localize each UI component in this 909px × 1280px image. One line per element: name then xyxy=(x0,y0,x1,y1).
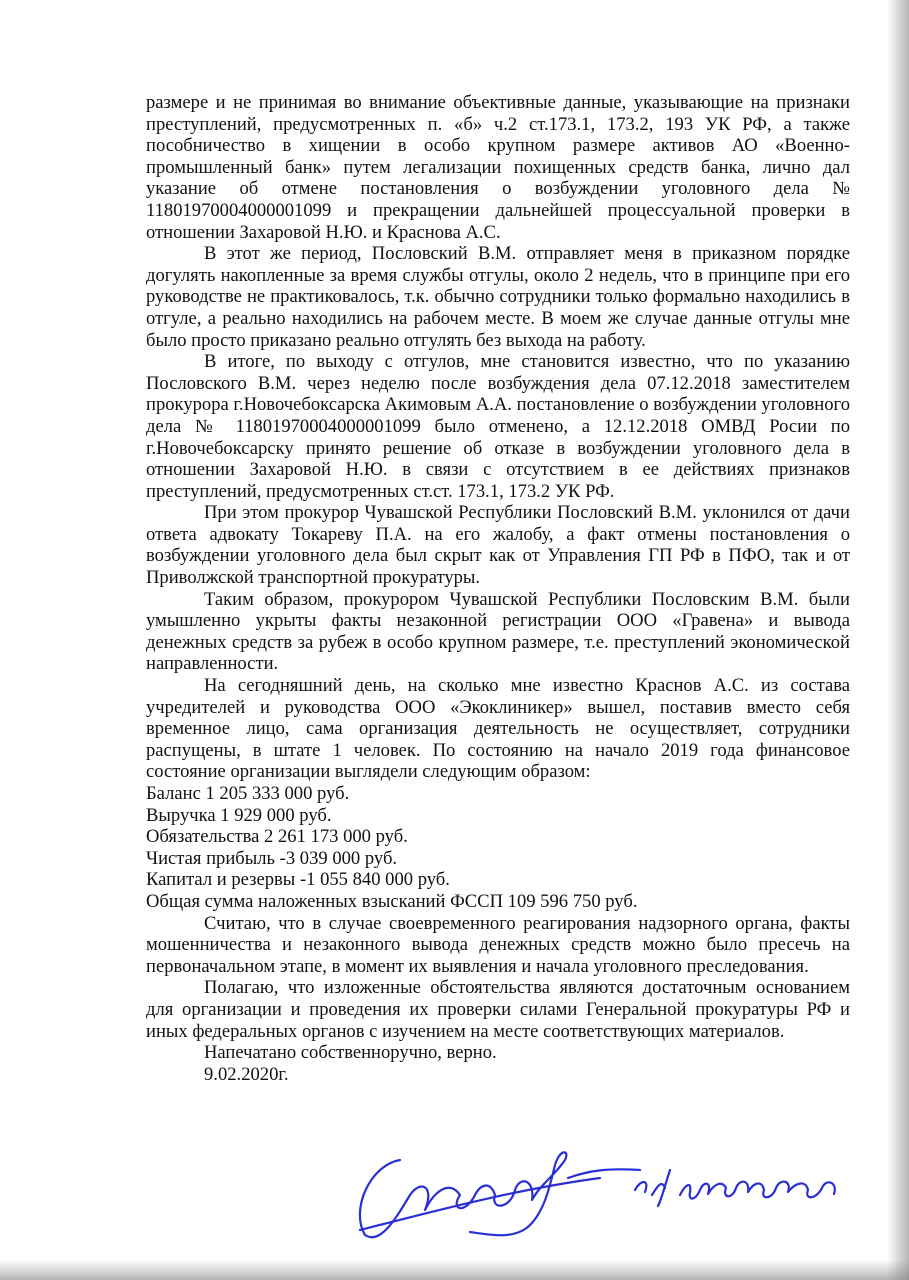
paragraph-5: Таким образом, прокурором Чувашской Республики Пословским В.М. были умышленно укрыты факты незаконной регистрации ООО «Гравена» и вывода денежных средств за рубеж в особо крупном размере, т.е. преступлений экономической направленности. xyxy=(146,588,850,675)
paragraph-6: На сегодняшний день, на сколько мне известно Краснов А.С. из состава учредителей и руководства ООО «Экоклиникер» вышел, поставив вместо себя временное лицо, сама организация деятельность не осуществляет, сотрудники распущены, в штате 1 человек. По состоянию на начало 2019 года финансовое состояние организации выглядели следующим образом: xyxy=(146,675,850,783)
paragraph-7: Считаю, что в случае своевременного реагирования надзорного органа, факты мошенничества и незаконного вывода денежных средств можно было пресечь на первоначальном этапе, в момент их выявления и начала уголовного преследования. xyxy=(146,912,850,977)
signature-stroke-tail xyxy=(568,1169,640,1178)
paragraph-4: При этом прокурор Чувашской Республики Пословский В.М. уклонился от дачи ответа адвокату Токареву П.А. на его жалобу, а факт отмены постановления о возбуждении уголовного дела был скрыт как от Управления ГП РФ в ПФО, так и от Приволжской транспортной прокуратуры. xyxy=(146,502,850,589)
handwritten-signature xyxy=(340,1140,870,1250)
paragraph-3: В итоге, по выходу с отгулов, мне становится известно, что по указанию Пословского В.М. через неделю после возбуждения дела 07.12.2018 заместителем прокурора г.Новочебоксарска Акимовым А.А. постановление о возбуждении уголовного дела № 11801970004000001099 было отменено, а 12.12.2018 ОМВД Росии по г.Новочебоксарску принято решение об отказе в возбуждении уголовного дела в отношении Захаровой Н.Ю. в связи с отсутствием в ее действиях признаков преступлений, предусмотренных ст.ст. 173.1, 173.2 УК РФ. xyxy=(146,351,850,502)
financial-capital-reserves: Капитал и резервы -1 055 840 000 руб. xyxy=(146,869,450,891)
financial-figures-list xyxy=(146,783,850,913)
paragraph-8: Полагаю, что изложенные обстоятельства являются достаточным основанием для организации и проведения их проверки силами Генеральной прокуратуры РФ и иных федеральных органов с изучением на месте соответствующих материалов. xyxy=(146,977,850,1042)
closing-statement: Напечатано собственноручно, верно. xyxy=(204,1042,497,1064)
document-body xyxy=(146,92,850,1085)
page-shadow-bottom xyxy=(0,1260,909,1280)
signature-stroke-name xyxy=(635,1170,835,1206)
financial-fssp-penalties: Общая сумма наложенных взысканий ФССП 109 596 750 руб. xyxy=(146,890,638,912)
page-shadow-right xyxy=(887,0,909,1280)
signature-stroke-main xyxy=(360,1152,566,1237)
paragraph-2: В этот же период, Пословский В.М. отправляет меня в приказном порядке догулять накопленные за время службы отгулы, около 2 недель, что в принципе при его руководстве не практиковалось, т.к. обычно сотрудники только формально находились в отгуле, а реально находились на рабочем месте. В моем же случае данные отгулы мне было просто приказано реально отгулять без выхода на работу. xyxy=(146,243,850,351)
document-date: 9.02.2020г. xyxy=(204,1063,289,1085)
paragraph-1: размере и не принимая во внимание объективные данные, указывающие на признаки преступлений, предусмотренных п. «б» ч.2 ст.173.1, 173.2, 193 УК РФ, а также пособничество в хищении в особо крупном размере активов АО «Военно-промышленный банк» путем легализации похищенных средств банка, лично дал указание об отмене постановления о возбуждении уголовного дела № 11801970004000001099 и прекращении дальнейшей процессуальной проверки в отношении Захаровой Н.Ю. и Краснова А.С. xyxy=(146,92,850,243)
signature-stroke-underline xyxy=(360,1178,600,1230)
financial-balance: Баланс 1 205 333 000 руб. xyxy=(146,783,350,804)
signature-strokes xyxy=(360,1152,835,1237)
financial-liabilities: Обязательства 2 261 173 000 руб. xyxy=(146,826,408,848)
financial-net-profit: Чистая прибыль -3 039 000 руб. xyxy=(146,847,398,869)
financial-revenue: Выручка 1 929 000 руб. xyxy=(146,804,332,826)
